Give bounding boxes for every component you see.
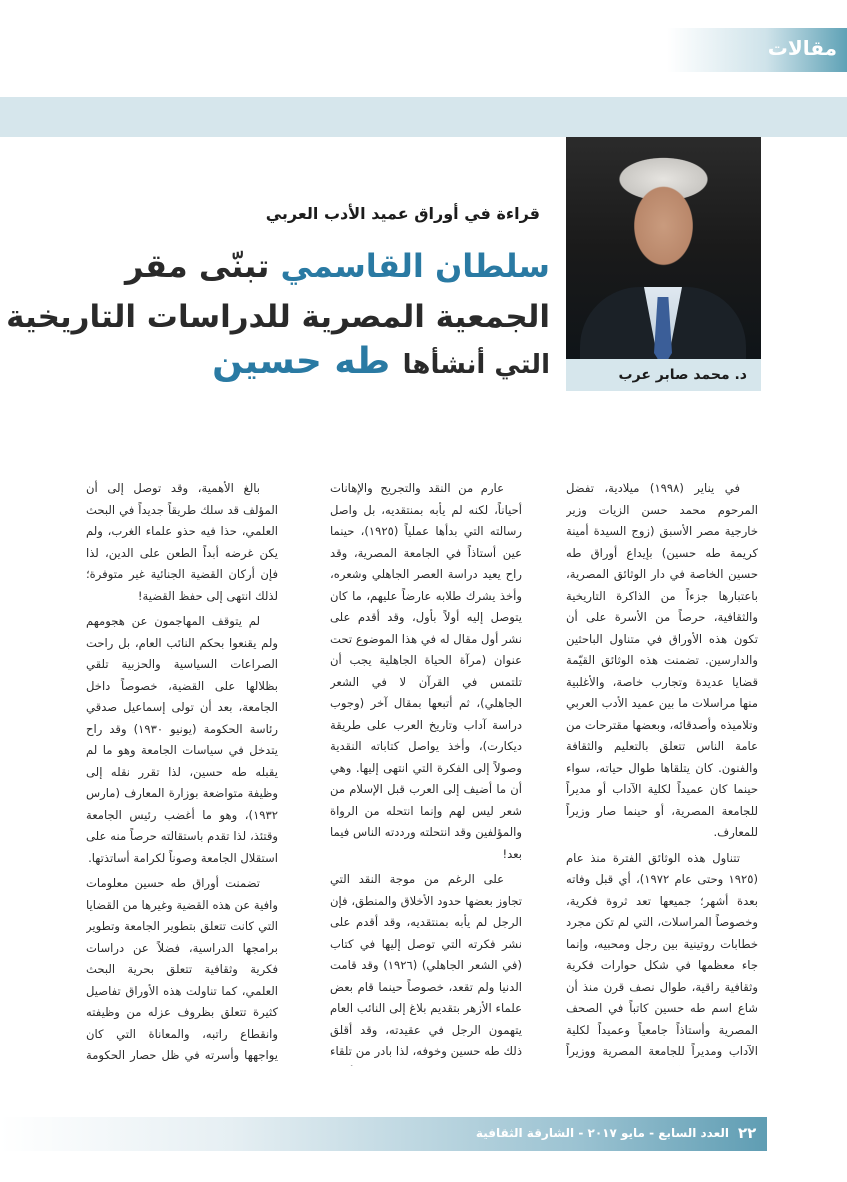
header-band bbox=[0, 97, 847, 137]
headline-line-3 bbox=[212, 341, 550, 382]
headline-line-3-prefix: التي أنشأها bbox=[402, 350, 550, 380]
issue-line: العدد السابع - مايو ٢٠١٧ - الشارقة الثقافية bbox=[475, 1126, 729, 1140]
headline-accent-taha: طه حسين bbox=[212, 341, 391, 382]
headline-accent-name: سلطان القاسمي bbox=[280, 247, 550, 285]
paragraph: تضمنت أوراق طه حسين معلومات وافية عن هذه القضية وغيرها من القضايا التي كانت تتعلق بتطوير الجامعة وتطوير برامجها الدراسية، فضلاً عن دراسات فكرية وثقافية تتعلق بحرية البحث العلمي، كما تناولت هذه الأوراق تفاصيل كثيرة تتعلق بظروف عزله من وظيفته وانقطاع راتبه، والمعاناة التي كان يواجهها وأسرته في ظل حصار الحكومة bbox=[86, 876, 278, 1062]
headline-line-1 bbox=[124, 247, 550, 285]
paragraph: لم يتوقف المهاجمون عن هجومهم ولم يقنعوا بحكم النائب العام، بل راحت الصراعات السياسية والحزبية تلقي بظلالها على القضية، خصوصاً داخل الجامعة، بعد أن تولى إسماعيل صدقي رئاسة الحكومة (يونيو ١٩٣٠) وقد راح يتدخل في سياسات الجامعة وهو ما لم يقبله طه حسين، لذا تقرر نقله إلى وظيفة متواضعة بوزارة المعارف (مارس ١٩٣٢)، وهو ما أغضب رئيس الجامعة وقتئذ، لذا تقدم باستقالته حرصاً منه على استقلال الجامعة وصوناً لكرامة أساتذتها. bbox=[86, 614, 278, 865]
paragraph: على الرغم من موجة النقد التي تجاوز بعضها حدود الأخلاق والمنطق، فإن الرجل لم يأبه بمنتقديه، وقد أقدم على نشر فكرته التي توصل إليها في كتاب (في الشعر الجاهلي) (١٩٢٦) وقد قامت الدنيا ولم تقعد، خصوصاً حينما قام بعض علماء الأزهر بتقديم بلاغ إلى النائب العام يتهمون الرجل في عقيدته، وقد أقلق ذلك طه حسين وخوفه، لذا بادر من تلقاء bbox=[330, 872, 522, 1058]
body-column-3 bbox=[86, 478, 278, 1066]
paragraph: تتناول هذه الوثائق الفترة منذ عام (١٩٢٥ وحتى عام ١٩٧٢)، أي قبل وفاته بعدة أشهر؛ جميعها تعد ثروة فكرية، وخصوصاً المراسلات، التي لم تكن مجرد خطابات روتينية بين رجل ومحبيه، وإنما جاء معظمها في شكل حوارات فكرية وثقافية راقية، طوال نصف قرن منذ أن شاع اسم طه حسين كاتباً في الصحف المصرية وأستاذاً جامعياً وعميداً لكلية الآداب ومديراً للجامعة المصرية ووزيراً bbox=[566, 850, 758, 1058]
body-column-2 bbox=[330, 478, 522, 1066]
headline-line-2: الجمعية المصرية للدراسات التاريخية bbox=[6, 299, 550, 335]
headline-line-1-rest: تبنّى مقر bbox=[124, 247, 270, 285]
author-name: د. محمد صابر عرب bbox=[618, 367, 747, 383]
paragraph: بالغ الأهمية، وقد توصل إلى أن المؤلف قد سلك طريقاً جديداً في البحث العلمي، حذا فيه حذو علماء الغرب، ولم يكن غرضه أبداً الطعن على الدين، لذا فإن أركان القضية الجنائية غير متوفرة؛ لذلك انتهى إلى حفظ القضية! bbox=[86, 481, 278, 603]
paragraph: عارم من النقد والتجريح والإهانات أحياناً، لكنه لم يأبه بمنتقديه، بل واصل رسالته التي بدأها عملياً (١٩٢٥)، حينما عين أستاذاً في الجامعة المصرية، وقد راح يعيد دراسة العصر الجاهلي وشعره، وأخذ يشرك طلابه عارضاً عليهم، ما كان يتوصل إليه أولاً بأول، وقد أقدم على نشر أول مقال له في هذا الموضوع تحت عنوان (مرآة الحياة الجاهلية يجب أن تلتمس في القرآن لا في الشعر الجاهلي)، ثم أتبعها بمقال آخر (وجوب دراسة آداب وتاريخ العرب على طريقة ديكارت)، وأخذ يواصل كتاباته النقدية وصولاً إلى الفكرة التي انتهى إليها. وهي أن ما أضيف إلى العرب قبل الإسلام من شعر ليس لهم وإنما انتحله من الرواة والمؤلفين وقد انتحلته ورددته الناس فيما بعد! bbox=[330, 481, 522, 861]
paragraph: في يناير (١٩٩٨) ميلادية، تفضل المرحوم محمد حسن الزيات وزير خارجية مصر الأسبق (زوج السيدة أمينة كريمة طه حسين) بإيداع أوراق طه حسين الخاصة في دار الوثائق المصرية، باعتبارها جزءاً من الذاكرة التاريخية والثقافية، حرصاً من الأسرة على أن تكون هذه الأوراق في متناول الباحثين والدارسين. تضمنت هذه الوثائق القيّمة قضايا عديدة وتجارب خاصة، والأغلبية منها مراسلات ما بين عميد الأدب العربي وتلاميذه وأصدقائه، وبعضها مقترحات من عامة الناس تتعلق بالتعليم والثقافة والفنون. كان يتلقاها طوال حياته، سواء حينما كان عميداً لكلية الآداب أو مديراً للجامعة المصرية، أو حينما صار وزيراً للمعارف. bbox=[566, 481, 758, 839]
author-portrait bbox=[566, 137, 761, 359]
author-caption bbox=[566, 359, 761, 391]
article-kicker: قراءة في أوراق عميد الأدب العربي bbox=[265, 204, 540, 223]
page-number: ٢٢ bbox=[738, 1124, 757, 1142]
section-label: مقالات bbox=[767, 36, 837, 60]
body-column-1 bbox=[566, 478, 758, 1066]
